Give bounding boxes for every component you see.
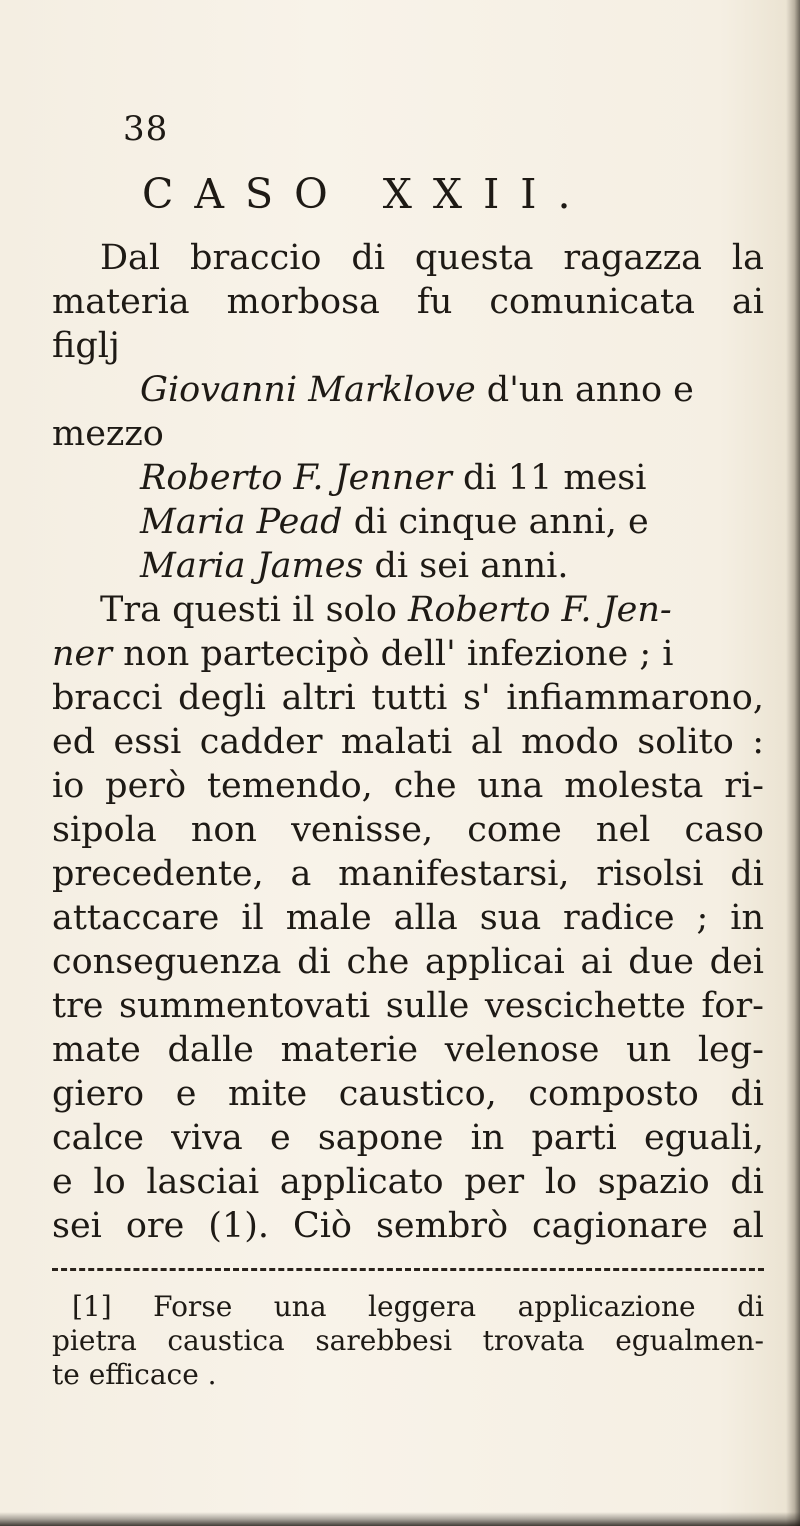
case-heading: CASO XXII. (142, 170, 592, 218)
page-edge-right (786, 0, 800, 1526)
text-line: tre summentovati sulle vescichette for- (52, 986, 764, 1026)
footnote-rule (52, 1268, 764, 1271)
text-line: bracci degli altri tutti s' infiammarono, (52, 678, 764, 718)
child-detail: di cinque anni, e (342, 502, 649, 542)
text-line: ed essi cadder malati al modo solito : (52, 722, 764, 762)
text-line: e lo lasciai applicato per lo spazio di (52, 1162, 764, 1202)
text-line: Dal braccio di questa ragazza la (100, 238, 764, 278)
child-detail: di 11 mesi (451, 458, 647, 498)
text-line: giero e mite caustico, composto di (52, 1074, 764, 1114)
child-entry (52, 544, 764, 588)
footnote-line: te efficace . (52, 1358, 217, 1391)
child-entry (52, 456, 764, 500)
text-line (52, 632, 764, 676)
text-line: mate dalle materie velenose un leg- (52, 1030, 764, 1070)
footnote (52, 1290, 764, 1392)
footnote-line: [1] Forse una leggera applicazione di (72, 1290, 764, 1323)
text-fragment: non partecipò dell' infezione ; i (112, 634, 674, 674)
child-detail: di sei anni. (363, 546, 569, 586)
text-line: calce viva e sapone in parti eguali, (52, 1118, 764, 1158)
text-line: conseguenza di che applicai ai due dei (52, 942, 764, 982)
child-entry (52, 500, 764, 544)
child-name: ner (52, 634, 112, 674)
footnote-line: pietra caustica sarebbesi trovata egualmen- (52, 1324, 764, 1357)
page-edge-bottom (0, 1512, 800, 1526)
body-text (52, 236, 764, 1248)
child-name: Roberto F. Jenner (140, 458, 452, 498)
child-entry (52, 368, 764, 412)
text-line: sipola non venisse, come nel caso (52, 810, 764, 850)
text-fragment: Tra questi il solo (100, 590, 409, 630)
text-line: precedente, a manifestarsi, risolsi di (52, 854, 764, 894)
child-entry (52, 412, 764, 456)
text-line (52, 588, 764, 632)
text-line: io però temendo, che una molesta ri- (52, 766, 764, 806)
child-detail: mezzo (52, 414, 164, 454)
child-name: Maria Pead (140, 502, 343, 542)
text-line: sei ore (1). Ciò sembrò cagionare al (52, 1206, 764, 1246)
child-name: Roberto F. Jen- (408, 590, 672, 630)
child-name: Giovanni Marklove (140, 370, 476, 410)
child-detail: d'un anno e (475, 370, 694, 410)
child-name: Maria James (140, 546, 364, 586)
text-line: figlj (52, 326, 120, 366)
text-line: attaccare il male alla sua radice ; in (52, 898, 764, 938)
page-number: 38 (123, 109, 169, 149)
text-line: materia morbosa fu comunicata ai (52, 282, 764, 322)
